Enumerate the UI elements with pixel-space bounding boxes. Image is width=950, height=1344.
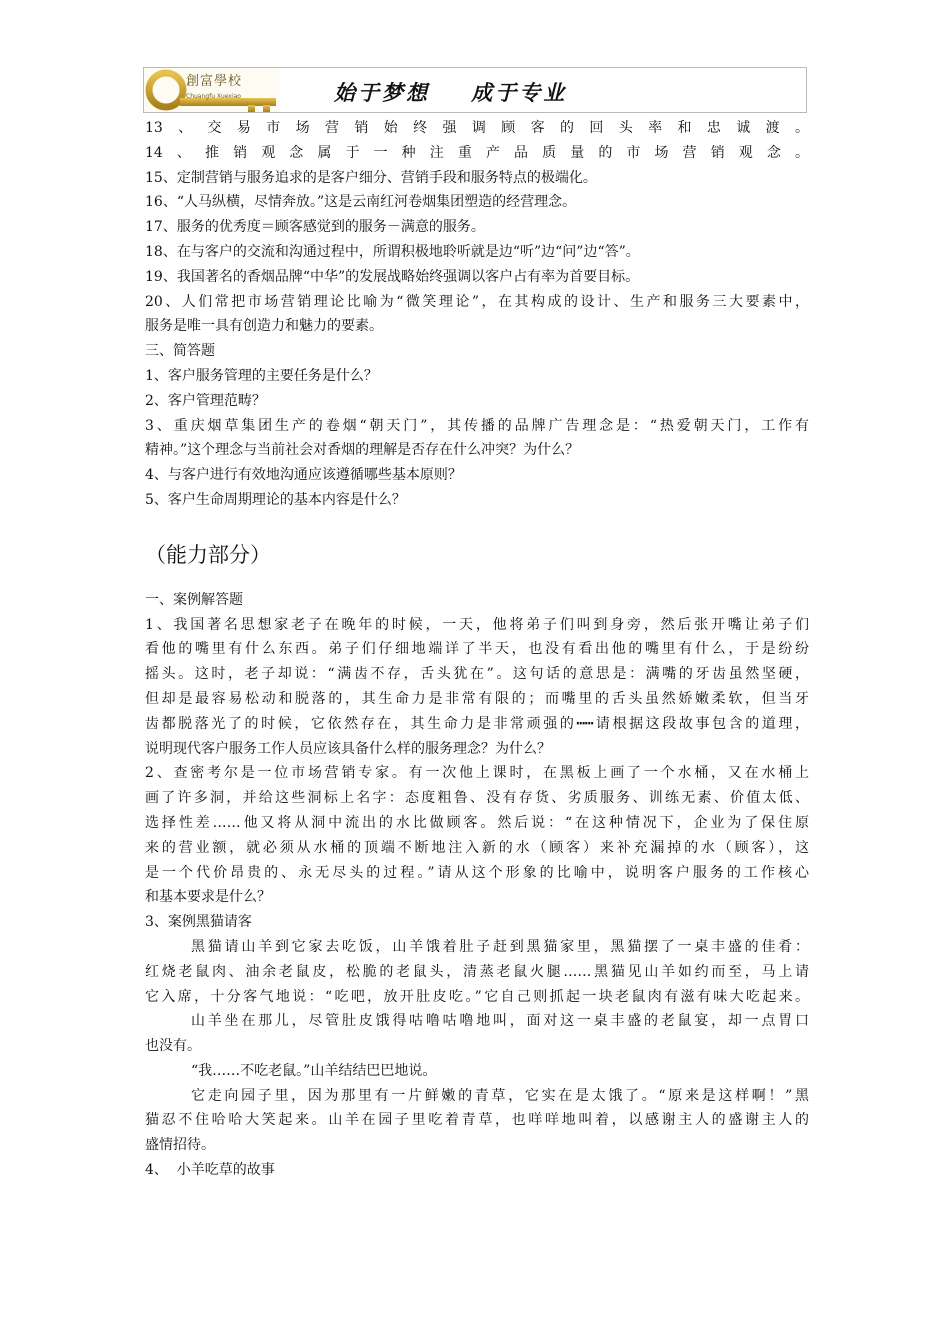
text-line: 19、我国著名的香烟品牌“中华”的发展战略始终强调以客户占有率为首要目标。 [145,268,640,285]
text-line: 和基本要求是什么？ [145,889,271,906]
text-line: 猫忍不住哈哈大笑起来。山羊在园子里吃着青草，也咩咩地叫着，以感谢主人的盛谢主人的 [145,1112,809,1129]
text-line: 1、我国著名思想家老子在晚年的时候，一天，他将弟子们叫到身旁，然后张开嘴让弟子们 [145,616,809,633]
question-line: 3、重庆烟草集团生产的卷烟“朝天门”，其传播的品牌广告理念是：“热爱朝天门，工作有 [145,417,809,434]
text-line: 红烧老鼠肉、油余老鼠皮，松脆的老鼠头，清蒸老鼠火腿……黑猫见山羊如约而至，马上请 [145,963,809,980]
text-line: 看他的嘴里有什么东西。弟子们仔细地端详了半天，也没有看出他的嘴里有什么，于是纷纷 [145,641,809,658]
question-line: 精神。”这个理念与当前社会对香烟的理解是否存在什么冲突？为什么？ [145,442,580,459]
question-line: 5、客户生命周期理论的基本内容是什么？ [145,491,406,508]
text-line: 它入席，十分客气地说：“吃吧，放开肚皮吃。”它自己则抓起一块老鼠肉有滋有味大吃起来。 [145,988,809,1005]
text-line: 3、案例黑猫请客 [145,914,252,931]
text-line: 也没有。 [145,1038,201,1055]
logo-subtext: Chuangfu Xuexiao [186,93,241,100]
text-line: 16、“人马纵横，尽情奔放。”这是云南红河卷烟集团塑造的经营理念。 [145,194,577,211]
text-line: 但却是最容易松动和脱落的，其生命力是非常有限的；而嘴里的舌头虽然娇嫩柔软，但当牙 [145,690,809,707]
text-line: 13、交易市场营销始终强调顾客的回头率和忠诚渡。 [145,120,809,136]
text-line: 它走向园子里，因为那里有一片鲜嫩的青草，它实在是太饿了。“原来是这样啊！”黑 [191,1087,809,1104]
text-line: 黑猫请山羊到它家去吃饭，山羊饿着肚子赶到黑猫家里，黑猫摆了一桌丰盛的佳肴： [191,938,809,955]
text-line: 来的营业额，就必须从水桶的顶端不断地注入新的水（顾客）来补充漏掉的水（顾客），这 [145,839,809,856]
header-slogan: 始于梦想 成于专业 [334,80,568,105]
section-heading: 三、简答题 [145,343,215,360]
text-line: 18、在与客户的交流和沟通过程中，所谓积极地聆听就是边“听”边“问”边“答”。 [145,243,640,260]
section-heading: 一、案例解答题 [145,591,243,608]
question-line: 2、客户管理范畴？ [145,392,266,409]
question-line: 1、客户服务管理的主要任务是什么？ [145,367,378,384]
section-title: （能力部分） [145,542,271,567]
text-line: 画了许多洞，并给这些洞标上名字：态度粗鲁、没有存货、劣质服务、训练无素、价值太低、 [145,790,809,807]
text-line: 摇头。这时，老子却说：“满齿不存，舌头犹在”。这句话的意思是：满嘴的牙齿虽然坚硬， [145,666,809,683]
text-line: 4、 小羊吃草的故事 [145,1162,275,1179]
text-line: “我……不吃老鼠。”山羊结结巴巴地说。 [191,1062,437,1079]
text-line: 14、推销观念属于一种注重产品质量的市场营销观念。 [145,144,809,161]
text-line: 2、查密考尔是一位市场营销专家。有一次他上课时，在黑板上画了一个水桶，又在水桶上 [145,765,809,782]
school-logo [144,68,280,112]
document-body [145,116,809,1183]
text-line: 说明现代客户服务工作人员应该具备什么样的服务理念？为什么？ [145,740,551,757]
page-header [143,67,807,113]
question-line: 4、与客户进行有效地沟通应该遵循哪些基本原则？ [145,467,462,484]
logo-text: 創富學校 [186,74,243,89]
text-line: 盛情招待。 [145,1137,215,1154]
text-line: 17、服务的优秀度＝顾客感觉到的服务－满意的服务。 [145,219,485,236]
text-line: 齿都脱落光了的时候，它依然存在，其生命力是非常顽强的┅┅请根据这段故事包含的道理， [145,715,809,732]
text-line: 选择性差……他又将从洞中流出的水比做顾客。然后说：“在这种情况下，企业为了保住原 [145,814,809,831]
text-line: 20、人们常把市场营销理论比喻为“微笑理论”，在其构成的设计、生产和服务三大要素中， [145,293,809,310]
text-line: 服务是唯一具有创造力和魅力的要素。 [145,318,383,335]
text-line: 15、定制营销与服务追求的是客户细分、营销手段和服务特点的极端化。 [145,169,597,186]
text-line: 山羊坐在那儿，尽管肚皮饿得咕噜咕噜地叫，面对这一桌丰盛的老鼠宴，却一点胃口 [191,1013,809,1030]
text-line: 是一个代价昂贵的、永无尽头的过程。”请从这个形象的比喻中，说明客户服务的工作核心 [145,864,809,881]
